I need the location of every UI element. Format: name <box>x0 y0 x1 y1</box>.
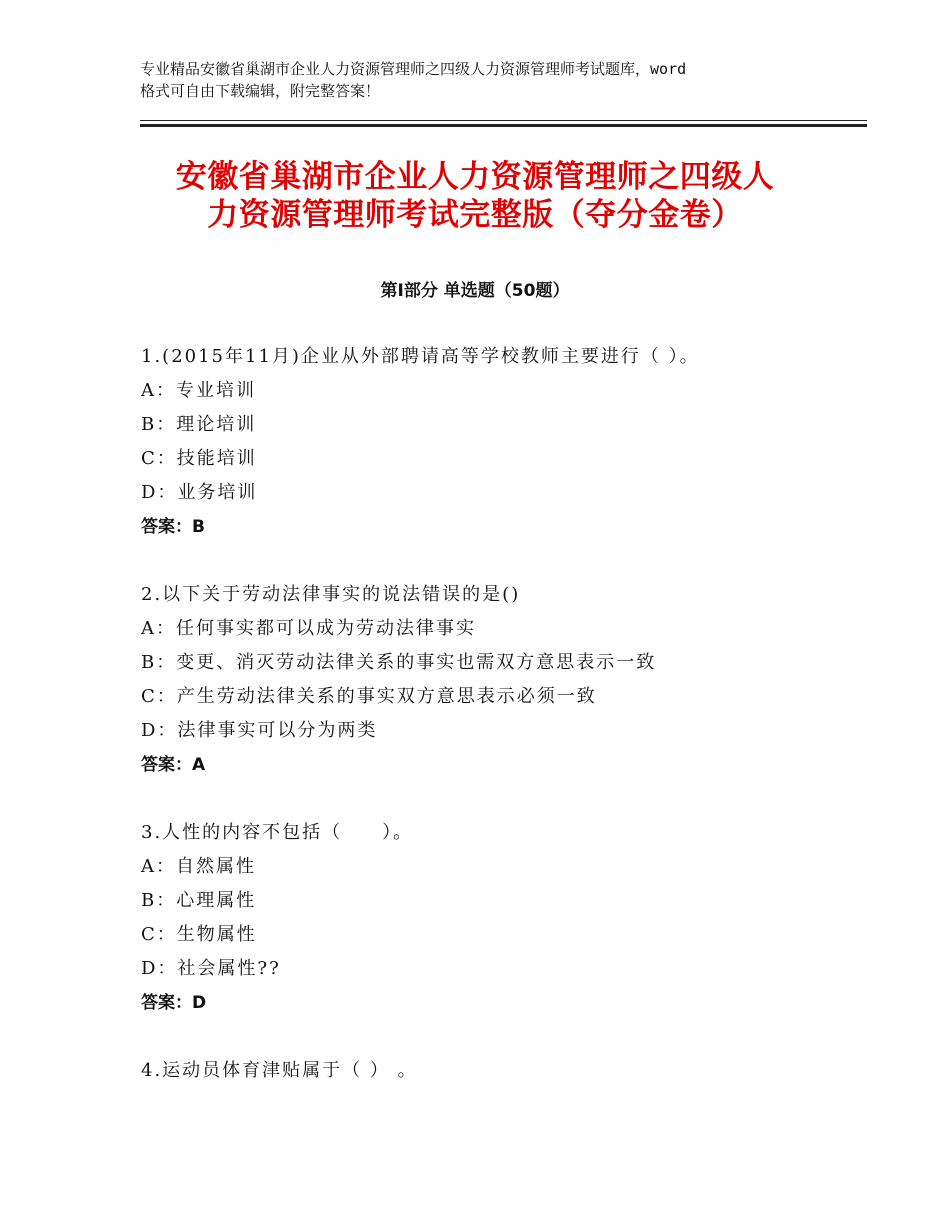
header-note-line-1: 专业精品安徽省巢湖市企业人力资源管理师之四级人力资源管理师考试题库，word <box>140 60 687 78</box>
option-a: A：专业培训 <box>141 380 256 401</box>
header-divider-thick <box>140 124 867 127</box>
document-title-line-2: 力资源管理师考试完整版（夺分金卷） <box>207 197 743 233</box>
document-title-line-1: 安徽省巢湖市企业人力资源管理师之四级人 <box>175 159 775 195</box>
question-stem: 1.(2015年11月)企业从外部聘请高等学校教师主要进行（ ）。 <box>141 346 700 367</box>
option-d: D：法律事实可以分为两类 <box>141 720 378 741</box>
question-1 <box>141 340 861 544</box>
option-b: B：心理属性 <box>141 890 257 911</box>
header-note-line-2: 格式可自由下载编辑，附完整答案！ <box>140 82 381 100</box>
header-note <box>140 58 830 102</box>
option-b: B：变更、消灭劳动法律关系的事实也需双方意思表示一致 <box>141 652 657 673</box>
option-a: A：自然属性 <box>141 856 256 877</box>
answer-label: 答案：D <box>141 993 207 1013</box>
document-title <box>120 158 830 234</box>
question-stem: 2.以下关于劳动法律事实的说法错误的是() <box>141 584 521 605</box>
option-b: B：理论培训 <box>141 414 257 435</box>
question-list <box>141 340 861 1122</box>
question-2 <box>141 578 861 782</box>
option-c: C：产生劳动法律关系的事实双方意思表示必须一致 <box>141 686 597 707</box>
option-c: C：生物属性 <box>141 924 257 945</box>
question-3 <box>141 816 861 1020</box>
section-title: 第Ⅰ部分 单选题（50题） <box>380 281 570 301</box>
header-divider-thin <box>140 120 867 121</box>
option-c: C：技能培训 <box>141 448 257 469</box>
question-stem: 3.人性的内容不包括（ ）。 <box>141 822 414 843</box>
option-d: D：业务培训 <box>141 482 258 503</box>
option-d: D：社会属性?? <box>141 958 281 979</box>
question-stem: 4.运动员体育津贴属于（ ） 。 <box>141 1060 418 1081</box>
question-4 <box>141 1054 861 1088</box>
option-a: A：任何事实都可以成为劳动法律事实 <box>141 618 476 639</box>
answer-label: 答案：B <box>141 517 205 537</box>
answer-label: 答案：A <box>141 755 206 775</box>
